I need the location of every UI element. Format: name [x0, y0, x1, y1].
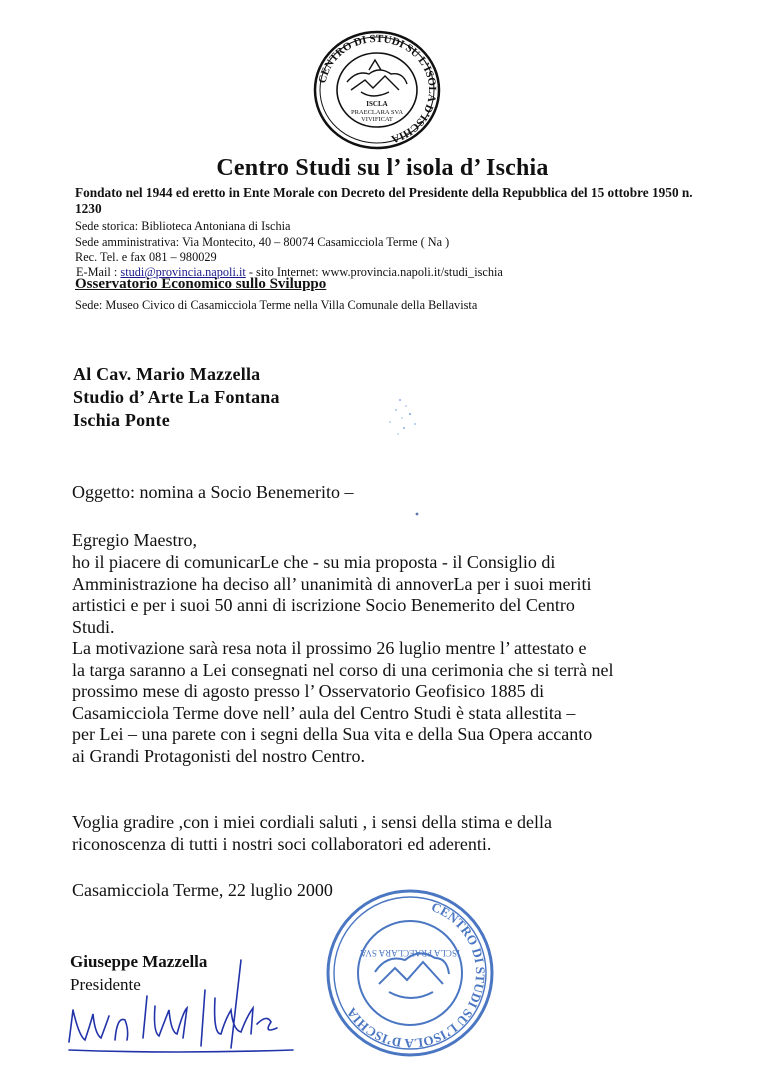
email-link[interactable]: studi@provincia.napoli.it: [120, 265, 246, 279]
stamp-ring-text: CENTRO DI STUDI SU L’ISOLA D’ISCHIA: [343, 898, 489, 1052]
seal-motto-1: ISCLA: [366, 100, 388, 108]
seal-ring-text: CENTRO DI STUDI SU L’ISOLA D’ISCHIA: [316, 32, 439, 146]
website-link[interactable]: www.provincia.napoli.it/studi_ischia: [321, 265, 503, 279]
letter-paragraph-1: [72, 552, 712, 767]
svg-text:CENTRO DI STUDI SU L’ISOLA D’I: [317, 33, 439, 145]
recipient-place: Ischia Ponte: [73, 410, 170, 430]
phone-fax: Rec. Tel. e fax 081 – 980029: [75, 250, 217, 264]
letter-date: Casamicciola Terme, 22 luglio 2000: [72, 880, 333, 900]
site-label: - sito Internet:: [248, 265, 322, 279]
seal-motto-3: VIVIFICAT: [361, 116, 393, 123]
seal-emblem-icon: [313, 30, 441, 150]
email-label: E-Mail :: [76, 265, 118, 279]
letter-paragraph-2: [72, 812, 712, 855]
paragraph-line: Voglia gradire ,con i miei cordiali saluti , i sensi della stima e della: [72, 812, 553, 832]
paragraph-line: Casamicciola Terme dove nell’ aula del Centro Studi è stata allestita –: [72, 702, 576, 723]
sede-storica: Sede storica: Biblioteca Antoniana di Ischia: [75, 219, 291, 233]
subject-line: Oggetto: nomina a Socio Benemerito –: [72, 482, 354, 502]
paragraph-line: La motivazione sarà resa nota il prossimo 26 luglio mentre l’ attestato e: [72, 638, 587, 658]
paragraph-line: Studi.: [72, 616, 115, 637]
recipient-name: Al Cav. Mario Mazzella: [73, 364, 261, 384]
founding-statement: Fondato nel 1944 ed eretto in Ente Morale con Decreto del Presidente della Repubblica del 15 ottobre 1950 n. 1230: [75, 185, 693, 216]
handwritten-signature-icon: [55, 950, 300, 1060]
paragraph-line: Amministrazione ha deciso all’ unanimità di annoverLa per i suoi meriti: [72, 573, 592, 594]
seal-motto-2: PRAECLARA SVA: [350, 109, 404, 116]
paragraph-line: prossimo mese di agosto presso l’ Osservatorio Geofisico 1885 di: [72, 681, 545, 701]
paragraph-line: riconoscenza di tutti i nostri soci collaboratori ed aderenti.: [72, 833, 492, 854]
letterhead-title: Centro Studi su l’ isola d’ Ischia: [216, 155, 549, 181]
sede-amministrativa: Sede amministrativa: Via Montecito, 40 – 80074 Casamicciola Terme ( Na ): [75, 235, 450, 249]
stamp-inner-text: ISCLA PRAECLARA SVA: [360, 948, 460, 958]
paragraph-line: ai Grandi Protagonisti del nostro Centro.: [72, 745, 365, 766]
paragraph-line: per Lei – una parete con i segni della Sua vita e della Sua Opera accanto: [72, 724, 593, 744]
observatory-sede: Sede: Museo Civico di Casamicciola Terme nella Villa Comunale della Bellavista: [75, 298, 478, 312]
paragraph-line: ho il piacere di comunicarLe che - su mia proposta - il Consiglio di: [72, 552, 556, 572]
paragraph-line: la targa saranno a Lei consegnati nel corso di una cerimonia che si terrà nel: [72, 659, 614, 680]
signatory-title: Presidente: [70, 975, 141, 994]
observatory-title: Osservatorio Economico sullo Sviluppo: [75, 276, 327, 292]
recipient-studio: Studio d’ Arte La Fontana: [73, 387, 280, 407]
signatory-name: Giuseppe Mazzella: [70, 952, 208, 971]
salutation: Egregio Maestro,: [72, 530, 197, 550]
official-stamp-icon: [325, 888, 495, 1058]
paragraph-line: artistici e per i suoi 50 anni di iscrizione Socio Benemerito del Centro: [72, 595, 575, 615]
